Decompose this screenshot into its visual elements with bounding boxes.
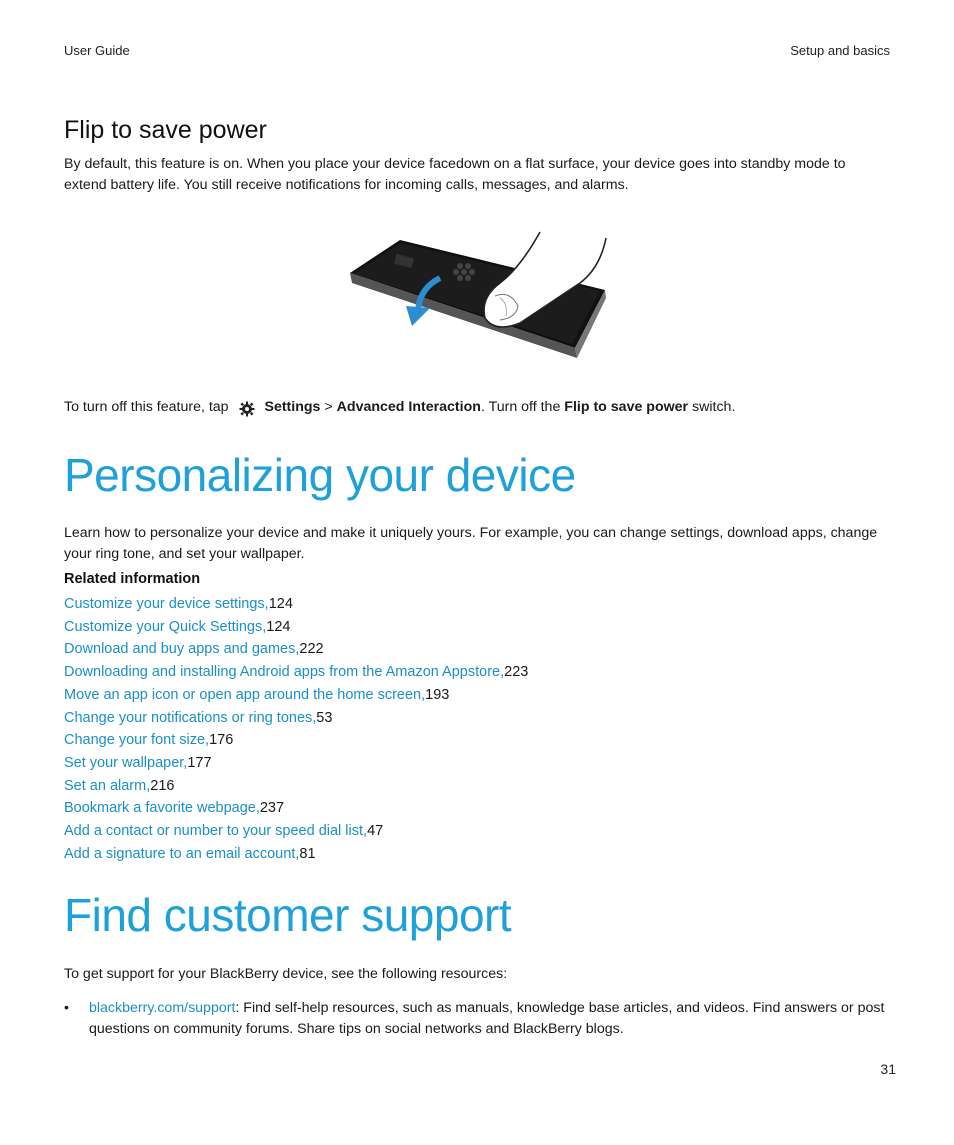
settings-label: Settings [264, 399, 321, 415]
list-item [64, 729, 528, 752]
list-item [64, 707, 528, 730]
related-link[interactable]: Add a contact or number to your speed dial list, [64, 823, 368, 840]
support-intro: To get support for your BlackBerry device, see the following resources: [64, 966, 508, 982]
advanced-interaction-label: Advanced Interaction [336, 399, 481, 415]
list-item [64, 684, 528, 707]
flip-switch-label: Flip to save power [564, 399, 689, 415]
page-ref: 176 [209, 732, 234, 749]
list-item [64, 661, 528, 684]
list-item [64, 820, 528, 843]
related-link[interactable]: Bookmark a favorite webpage, [64, 800, 260, 817]
instruction-suffix: switch. [692, 399, 736, 415]
instruction-prefix: To turn off this feature, tap [64, 399, 229, 415]
related-links-list [64, 593, 528, 865]
list-item [64, 797, 528, 820]
list-item [64, 843, 528, 866]
page-ref: 81 [299, 845, 316, 862]
flip-section-description: By default, this feature is on. When you place your device facedown on a flat surface, your device goes into standby mode to extend battery life. You still receive notifications for incoming calls, messages, and alarms. [64, 156, 846, 193]
related-link[interactable]: Add a signature to an email account, [64, 845, 300, 862]
related-link[interactable]: Set an alarm, [64, 777, 151, 794]
support-bullet-item [64, 998, 892, 1040]
page-ref: 47 [367, 823, 384, 840]
list-item [64, 775, 528, 798]
related-link[interactable]: Set your wallpaper, [64, 754, 188, 771]
support-bullet-text: : Find self-help resources, such as manuals, knowledge base articles, and videos. Find answers or post questions on community forums. Share tips on social networks and BlackBerry blogs. [89, 1000, 885, 1037]
flip-section-title: Flip to save power [64, 116, 267, 144]
page-ref: 53 [316, 709, 333, 726]
bullet-symbol: • [64, 1000, 69, 1016]
page-ref: 124 [268, 596, 293, 612]
related-information-title: Related information [64, 571, 201, 587]
list-item [64, 593, 528, 616]
page-ref: 222 [299, 641, 324, 658]
page-ref: 216 [150, 777, 175, 794]
page-ref: 124 [266, 618, 291, 635]
page-ref: 223 [504, 664, 529, 681]
page-ref: 193 [425, 686, 450, 703]
related-link[interactable]: Change your font size, [64, 732, 210, 749]
device-flip-image [350, 228, 610, 368]
related-link[interactable]: Change your notifications or ring tones, [64, 709, 317, 726]
flip-device-illustration [350, 228, 610, 368]
personalize-section-title: Personalizing your device [64, 449, 576, 501]
support-section-title: Find customer support [64, 889, 512, 941]
gear-icon [237, 397, 257, 417]
running-header-right: Setup and basics [790, 43, 890, 58]
related-link[interactable]: Customize your Quick Settings, [64, 618, 267, 635]
page-ref: 237 [259, 800, 285, 817]
list-item [64, 638, 528, 661]
related-link[interactable]: Move an app icon or open app around the home screen, [64, 686, 426, 703]
related-link[interactable]: Downloading and installing Android apps from the Amazon Appstore, [64, 664, 505, 681]
support-link[interactable]: blackberry.com/support [89, 1000, 236, 1016]
related-link[interactable]: Download and buy apps and games, [64, 641, 300, 658]
page-number: 31 [880, 1061, 896, 1077]
path-separator: > [324, 399, 333, 415]
personalize-description: Learn how to personalize your device and make it uniquely yours. For example, you can change settings, download apps, change your ring tone, and set your wallpaper. [64, 525, 878, 562]
running-header-left: User Guide [64, 43, 130, 58]
flip-instruction [64, 397, 892, 418]
list-item [64, 752, 528, 775]
list-item [64, 616, 528, 639]
page-ref: 177 [187, 754, 212, 771]
instruction-mid: . Turn off the [480, 399, 561, 415]
related-link[interactable]: Customize your device settings, [64, 596, 269, 612]
